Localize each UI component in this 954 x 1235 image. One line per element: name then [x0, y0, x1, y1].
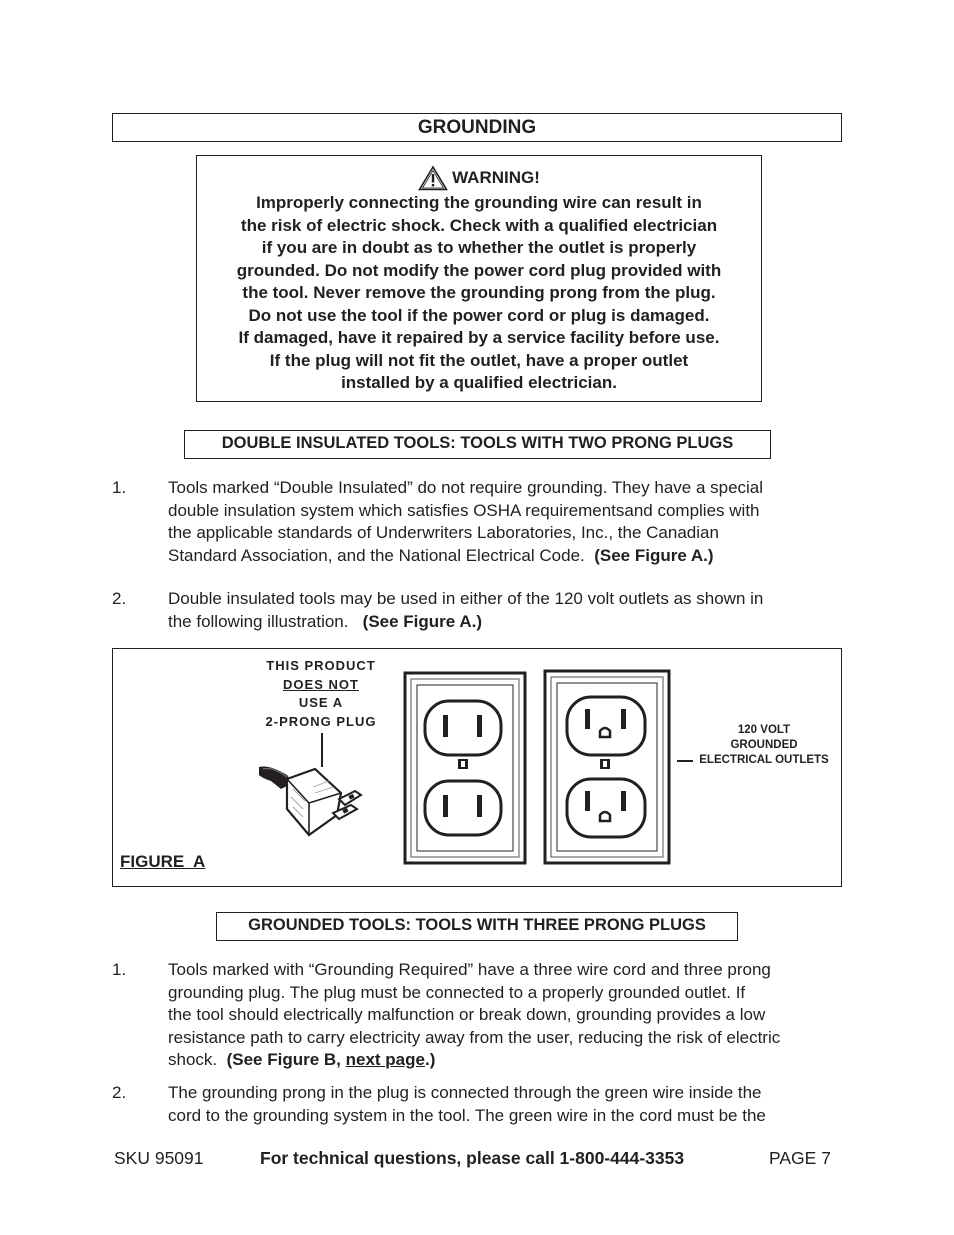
section-title: GROUNDING — [112, 113, 842, 142]
figure-reference-suffix: .) — [424, 1050, 436, 1069]
outlet-plate-icon — [403, 671, 527, 865]
item-line: grounding plug. The plug must be connected to a properly grounded outlet. If — [168, 982, 746, 1002]
list-item — [168, 477, 838, 567]
figure-reference — [227, 1050, 436, 1069]
footer-page-number: PAGE 7 — [769, 1148, 831, 1168]
plug-note-line: 2-PRONG PLUG — [265, 713, 377, 729]
item-line: Tools marked with “Grounding Required” have a three wire cord and three prong — [168, 960, 771, 979]
warning-line: grounded. Do not modify the power cord plug provided with — [236, 260, 722, 280]
warning-line: Improperly connecting the grounding wire can result in — [256, 193, 702, 212]
item-line: Tools marked “Double Insulated” do not require grounding. They have a special — [168, 478, 764, 497]
plug-note-line — [251, 676, 391, 695]
item-line-text: the following illustration. — [168, 611, 363, 631]
item-line: the tool should electrically malfunction or break down, grounding provides a low — [168, 1005, 766, 1024]
warning-line: if you are in doubt as to whether the outlet is properly — [261, 238, 697, 257]
item-line: The grounding prong in the plug is connected through the green wire inside the — [168, 1083, 762, 1102]
warning-line: the risk of electric shock. Check with a qualified electrician — [240, 215, 718, 235]
outlet-label-line: 120 VOLT — [737, 724, 791, 736]
outlet-label — [691, 723, 837, 768]
warning-line: the tool. Never remove the grounding prong from the plug. — [242, 283, 716, 302]
grounded-tools-heading: GROUNDED TOOLS: TOOLS WITH THREE PRONG PLUGS — [216, 912, 738, 941]
warning-line: If the plug will not fit the outlet, have a proper outlet — [269, 350, 689, 370]
outlet-label-line: ELECTRICAL OUTLETS — [699, 754, 829, 766]
footer-support: For technical questions, please call 1-800-444-3353 — [260, 1148, 685, 1168]
next-page-link[interactable]: next page — [345, 1050, 425, 1069]
item-line: the applicable standards of Underwriters Laboratories, Inc., the Canadian — [168, 523, 719, 542]
item-line: double insulation system which satisfies OSHA requirementsand complies with — [168, 500, 760, 520]
plug-note — [251, 657, 391, 731]
item-line-text: shock. — [168, 1050, 227, 1069]
warning-line: If damaged, have it repaired by a service facility before use. — [238, 328, 720, 347]
outlet-label-line: GROUNDED — [730, 739, 798, 751]
warning-heading: WARNING! — [452, 167, 540, 187]
plug-note-line: THIS PRODUCT — [266, 658, 376, 673]
figure-reference: (See Figure A.) — [594, 545, 714, 565]
item-line — [168, 611, 838, 634]
list-number: 2. — [112, 589, 127, 608]
two-prong-plug-icon — [257, 759, 377, 841]
footer-sku: SKU 95091 — [114, 1148, 204, 1168]
warning-line: Do not use the tool if the power cord or plug is damaged. — [248, 305, 710, 325]
item-line — [168, 1049, 838, 1072]
item-line-text: Standard Association, and the National Electrical Code. — [168, 545, 595, 565]
figure-reference: (See Figure A.) — [362, 611, 482, 631]
plug-note-line: USE A — [298, 695, 344, 710]
list-number: 2. — [112, 1083, 127, 1102]
list-number: 1. — [112, 960, 127, 979]
warning-heading-row — [197, 165, 761, 191]
figure-label: FIGURE A — [120, 852, 206, 871]
double-insulated-heading: DOUBLE INSULATED TOOLS: TOOLS WITH TWO PRONG PLUGS — [184, 430, 771, 459]
warning-triangle-icon — [418, 165, 448, 191]
list-item — [168, 959, 838, 1072]
item-line: cord to the grounding system in the tool. The green wire in the cord must be the — [168, 1105, 766, 1125]
item-line: Double insulated tools may be used in either of the 120 volt outlets as shown in — [168, 589, 764, 608]
warning-line: installed by a qualified electrician. — [341, 373, 617, 392]
list-item — [168, 588, 838, 633]
item-line: resistance path to carry electricity away from the user, reducing the risk of electric — [168, 1027, 781, 1047]
grounded-outlet-plate-icon — [543, 669, 671, 865]
list-number: 1. — [112, 478, 127, 497]
warning-box — [196, 155, 762, 402]
item-line — [168, 545, 838, 568]
figure-a — [112, 648, 842, 887]
figure-reference-prefix: (See Figure B, — [226, 1050, 346, 1069]
plug-note-emphasis: DOES NOT — [283, 676, 359, 692]
list-item — [168, 1082, 838, 1127]
